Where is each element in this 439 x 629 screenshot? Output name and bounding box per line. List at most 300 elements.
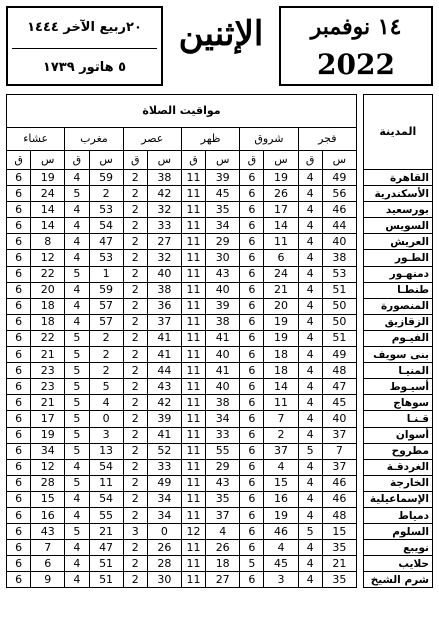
- minute-cell: 7: [322, 443, 356, 459]
- hour-cell: 6: [240, 524, 264, 540]
- hour-cell: 6: [7, 556, 31, 572]
- table-row: [7, 186, 433, 202]
- coptic-date: ٥ هاتور ١٧٣٩: [42, 60, 127, 75]
- table-title-row: [7, 95, 433, 128]
- table-row: [7, 411, 433, 427]
- hour-cell: 5: [298, 443, 322, 459]
- gap-cell: [357, 395, 364, 411]
- hour-cell: 6: [240, 202, 264, 218]
- hour-cell: 4: [298, 218, 322, 234]
- prayer-header: شروق: [240, 128, 298, 151]
- hour-cell: 5: [240, 556, 264, 572]
- minute-cell: 45: [322, 395, 356, 411]
- minute-cell: 37: [147, 314, 181, 330]
- hour-cell: 4: [298, 459, 322, 475]
- minute-cell: 30: [147, 572, 181, 588]
- unit-hours: س: [31, 151, 65, 170]
- city-name: أسيـوط: [363, 379, 432, 395]
- hour-cell: 5: [65, 379, 89, 395]
- minute-cell: 54: [89, 459, 123, 475]
- hour-cell: 4: [298, 395, 322, 411]
- hour-cell: 6: [7, 363, 31, 379]
- minute-cell: 17: [264, 202, 298, 218]
- minute-cell: 3: [89, 427, 123, 443]
- gap-cell: [357, 411, 364, 427]
- hour-cell: 5: [65, 186, 89, 202]
- gap-cell: [357, 234, 364, 250]
- minute-cell: 16: [31, 507, 65, 523]
- hour-cell: 5: [65, 443, 89, 459]
- minute-cell: 39: [147, 411, 181, 427]
- unit-hours: س: [89, 151, 123, 170]
- minute-cell: 9: [31, 572, 65, 588]
- hour-cell: 11: [181, 170, 205, 186]
- unit-hours: س: [206, 151, 240, 170]
- hour-cell: 4: [298, 363, 322, 379]
- hour-cell: 6: [7, 411, 31, 427]
- hour-cell: 11: [181, 250, 205, 266]
- prayer-header: عصر: [123, 128, 181, 151]
- city-name: الفيـوم: [363, 330, 432, 346]
- minute-cell: 47: [89, 234, 123, 250]
- city-name: بورسعيد: [363, 202, 432, 218]
- minute-cell: 40: [206, 347, 240, 363]
- gap-cell: [357, 363, 364, 379]
- minute-cell: 47: [322, 379, 356, 395]
- hour-cell: 6: [7, 475, 31, 491]
- hour-cell: 2: [123, 250, 147, 266]
- table-row: [7, 491, 433, 507]
- minute-cell: 2: [89, 363, 123, 379]
- minute-cell: 28: [31, 475, 65, 491]
- minute-cell: 41: [147, 347, 181, 363]
- city-name: القاهرة: [363, 170, 432, 186]
- hour-cell: 4: [298, 379, 322, 395]
- minute-cell: 27: [147, 234, 181, 250]
- minute-cell: 54: [89, 218, 123, 234]
- city-name: دمياط: [363, 507, 432, 523]
- prayer-header: ظهر: [181, 128, 239, 151]
- unit-hours: س: [147, 151, 181, 170]
- hour-cell: 2: [123, 298, 147, 314]
- city-name: العريش: [363, 234, 432, 250]
- hour-cell: 5: [65, 347, 89, 363]
- hour-cell: 2: [123, 186, 147, 202]
- minute-cell: 11: [264, 395, 298, 411]
- hour-cell: 4: [65, 572, 89, 588]
- table-row: [7, 540, 433, 556]
- minute-cell: 11: [89, 475, 123, 491]
- hour-cell: 6: [7, 347, 31, 363]
- minute-cell: 4: [89, 395, 123, 411]
- minute-cell: 40: [147, 266, 181, 282]
- table-row: [7, 266, 433, 282]
- hour-cell: 4: [298, 202, 322, 218]
- gap-cell: [357, 218, 364, 234]
- minute-cell: 49: [322, 347, 356, 363]
- hour-cell: 6: [7, 202, 31, 218]
- minute-cell: 38: [206, 395, 240, 411]
- minute-cell: 54: [89, 491, 123, 507]
- city-name: نويبع: [363, 540, 432, 556]
- minute-cell: 14: [264, 379, 298, 395]
- hour-cell: 4: [65, 170, 89, 186]
- city-name: المنصورة: [363, 298, 432, 314]
- hour-cell: 11: [181, 411, 205, 427]
- minute-cell: 42: [147, 186, 181, 202]
- city-name: حلايب: [363, 556, 432, 572]
- hour-cell: 11: [181, 234, 205, 250]
- minute-cell: 39: [206, 298, 240, 314]
- minute-cell: 12: [31, 459, 65, 475]
- hour-cell: 6: [240, 427, 264, 443]
- city-name: الإسماعيلية: [363, 491, 432, 507]
- hour-cell: 2: [123, 443, 147, 459]
- gap-cell: [357, 170, 364, 186]
- hour-cell: 11: [181, 202, 205, 218]
- table-row: [7, 314, 433, 330]
- hour-cell: 5: [65, 475, 89, 491]
- hour-cell: 11: [181, 186, 205, 202]
- gap-cell: [357, 572, 364, 588]
- hour-cell: 4: [65, 218, 89, 234]
- city-column-header: المدينة: [363, 95, 432, 170]
- minute-cell: 34: [31, 443, 65, 459]
- minute-cell: 48: [322, 363, 356, 379]
- minute-cell: 57: [89, 298, 123, 314]
- minute-cell: 44: [322, 218, 356, 234]
- city-name: الغردقـة: [363, 459, 432, 475]
- minute-cell: 46: [264, 524, 298, 540]
- unit-minutes: ق: [7, 151, 31, 170]
- city-name: قـنـا: [363, 411, 432, 427]
- minute-cell: 23: [31, 379, 65, 395]
- hour-cell: 11: [181, 330, 205, 346]
- hour-cell: 4: [298, 266, 322, 282]
- hour-cell: 6: [7, 395, 31, 411]
- minute-cell: 32: [147, 202, 181, 218]
- minute-cell: 29: [206, 234, 240, 250]
- hour-cell: 4: [298, 491, 322, 507]
- hour-cell: 6: [7, 572, 31, 588]
- minute-cell: 47: [89, 540, 123, 556]
- hour-cell: 2: [123, 363, 147, 379]
- minute-cell: 51: [322, 330, 356, 346]
- minute-cell: 15: [322, 524, 356, 540]
- hour-cell: 4: [298, 427, 322, 443]
- table-row: [7, 507, 433, 523]
- city-name: الأسكندرية: [363, 186, 432, 202]
- minute-cell: 19: [264, 170, 298, 186]
- minute-cell: 37: [206, 507, 240, 523]
- unit-minutes: ق: [65, 151, 89, 170]
- hour-cell: 6: [7, 507, 31, 523]
- minute-cell: 36: [147, 298, 181, 314]
- gap-cell: [357, 459, 364, 475]
- minute-cell: 18: [264, 347, 298, 363]
- hour-cell: 11: [181, 395, 205, 411]
- minute-cell: 33: [147, 218, 181, 234]
- minute-cell: 28: [147, 556, 181, 572]
- hour-cell: 6: [240, 363, 264, 379]
- minute-cell: 27: [206, 572, 240, 588]
- minute-cell: 49: [147, 475, 181, 491]
- hour-cell: 6: [240, 234, 264, 250]
- minute-cell: 53: [89, 202, 123, 218]
- hour-cell: 11: [181, 491, 205, 507]
- hour-cell: 4: [65, 491, 89, 507]
- hour-cell: 4: [298, 347, 322, 363]
- hour-cell: 4: [65, 459, 89, 475]
- minute-cell: 45: [264, 556, 298, 572]
- hour-cell: 6: [240, 507, 264, 523]
- table-title: مواقيت الصلاة: [7, 95, 357, 128]
- table-row: [7, 475, 433, 491]
- hour-cell: 5: [65, 427, 89, 443]
- city-name: الطـور: [363, 250, 432, 266]
- hour-cell: 6: [240, 572, 264, 588]
- minute-cell: 19: [264, 507, 298, 523]
- minute-cell: 8: [31, 234, 65, 250]
- minute-cell: 14: [264, 218, 298, 234]
- minute-cell: 21: [89, 524, 123, 540]
- hour-cell: 2: [123, 234, 147, 250]
- hour-cell: 4: [298, 411, 322, 427]
- minute-cell: 2: [89, 330, 123, 346]
- minute-cell: 19: [31, 427, 65, 443]
- day-name: الإثنين: [178, 14, 264, 54]
- hour-cell: 6: [240, 218, 264, 234]
- hour-cell: 4: [65, 540, 89, 556]
- table-row: [7, 379, 433, 395]
- table-row: [7, 443, 433, 459]
- minute-cell: 38: [147, 170, 181, 186]
- minute-cell: 40: [206, 379, 240, 395]
- hour-cell: 2: [123, 218, 147, 234]
- minute-cell: 21: [31, 347, 65, 363]
- table-row: [7, 330, 433, 346]
- minute-cell: 23: [31, 363, 65, 379]
- minute-cell: 17: [31, 411, 65, 427]
- gap-cell: [357, 250, 364, 266]
- hour-cell: 4: [298, 298, 322, 314]
- gregorian-day-month: ١٤ نوفمبر: [310, 14, 402, 40]
- hour-cell: 6: [7, 459, 31, 475]
- hour-cell: 6: [7, 540, 31, 556]
- hour-cell: 6: [7, 170, 31, 186]
- minute-cell: 19: [264, 330, 298, 346]
- prayer-header: عشاء: [7, 128, 65, 151]
- hour-cell: 6: [240, 443, 264, 459]
- minute-cell: 59: [89, 170, 123, 186]
- hour-cell: 6: [240, 186, 264, 202]
- hour-cell: 5: [298, 524, 322, 540]
- minute-cell: 24: [264, 266, 298, 282]
- minute-cell: 33: [147, 459, 181, 475]
- minute-cell: 2: [89, 347, 123, 363]
- minute-cell: 35: [322, 540, 356, 556]
- hour-cell: 6: [240, 314, 264, 330]
- hour-cell: 11: [181, 540, 205, 556]
- hour-cell: 11: [181, 507, 205, 523]
- minute-cell: 38: [206, 314, 240, 330]
- minute-cell: 14: [31, 202, 65, 218]
- gap-cell: [357, 475, 364, 491]
- hour-cell: 6: [240, 250, 264, 266]
- hour-cell: 2: [123, 540, 147, 556]
- minute-cell: 50: [322, 298, 356, 314]
- minute-cell: 6: [31, 556, 65, 572]
- table-row: [7, 298, 433, 314]
- hour-cell: 2: [123, 282, 147, 298]
- hour-cell: 6: [240, 282, 264, 298]
- minute-cell: 44: [147, 363, 181, 379]
- city-name: أسوان: [363, 427, 432, 443]
- gap-cell: [357, 427, 364, 443]
- minute-cell: 37: [322, 459, 356, 475]
- minute-cell: 37: [264, 443, 298, 459]
- table-row: [7, 572, 433, 588]
- hour-cell: 2: [123, 395, 147, 411]
- minute-cell: 2: [89, 186, 123, 202]
- hour-cell: 5: [65, 330, 89, 346]
- minute-cell: 20: [264, 298, 298, 314]
- city-name: الزقازيق: [363, 314, 432, 330]
- minute-cell: 35: [322, 572, 356, 588]
- hour-cell: 11: [181, 282, 205, 298]
- hour-cell: 11: [181, 475, 205, 491]
- hour-cell: 4: [298, 507, 322, 523]
- hour-cell: 6: [240, 379, 264, 395]
- minute-cell: 5: [89, 379, 123, 395]
- prayer-times-table: [6, 94, 433, 588]
- hour-cell: 4: [298, 250, 322, 266]
- hour-cell: 2: [123, 330, 147, 346]
- gap-cell: [357, 314, 364, 330]
- hour-cell: 6: [7, 524, 31, 540]
- minute-cell: 30: [206, 250, 240, 266]
- minute-cell: 4: [264, 540, 298, 556]
- hour-cell: 6: [7, 427, 31, 443]
- minute-cell: 43: [206, 266, 240, 282]
- hour-cell: 11: [181, 266, 205, 282]
- hour-cell: 6: [240, 540, 264, 556]
- hour-cell: 4: [65, 298, 89, 314]
- minute-cell: 35: [206, 491, 240, 507]
- hour-cell: 6: [7, 186, 31, 202]
- hour-cell: 6: [7, 266, 31, 282]
- hour-cell: 6: [240, 459, 264, 475]
- minute-cell: 53: [322, 266, 356, 282]
- hour-cell: 6: [240, 330, 264, 346]
- minute-cell: 18: [264, 363, 298, 379]
- hour-cell: 4: [298, 572, 322, 588]
- hour-cell: 4: [298, 540, 322, 556]
- city-name: السويس: [363, 218, 432, 234]
- city-name: دمنهـور: [363, 266, 432, 282]
- minute-cell: 48: [322, 507, 356, 523]
- hour-cell: 11: [181, 298, 205, 314]
- hour-cell: 6: [7, 443, 31, 459]
- minute-cell: 43: [31, 524, 65, 540]
- hour-cell: 5: [65, 266, 89, 282]
- minute-cell: 45: [206, 186, 240, 202]
- minute-cell: 22: [31, 330, 65, 346]
- hour-cell: 2: [123, 475, 147, 491]
- hour-cell: 11: [181, 379, 205, 395]
- minute-cell: 1: [89, 266, 123, 282]
- hour-cell: 4: [65, 234, 89, 250]
- date-divider: [12, 48, 157, 49]
- table-row: [7, 347, 433, 363]
- minute-cell: 29: [206, 459, 240, 475]
- gregorian-date-box: [279, 6, 433, 86]
- hour-cell: 4: [298, 282, 322, 298]
- minute-cell: 21: [322, 556, 356, 572]
- gap-cell: [357, 379, 364, 395]
- minute-cell: 46: [322, 475, 356, 491]
- minute-cell: 34: [206, 218, 240, 234]
- minute-cell: 52: [147, 443, 181, 459]
- city-name: سوهاج: [363, 395, 432, 411]
- hour-cell: 5: [65, 363, 89, 379]
- hour-cell: 6: [7, 218, 31, 234]
- minute-cell: 51: [322, 282, 356, 298]
- table-row: [7, 234, 433, 250]
- minute-cell: 33: [206, 427, 240, 443]
- hour-cell: 4: [298, 314, 322, 330]
- minute-cell: 34: [147, 507, 181, 523]
- minute-cell: 0: [89, 411, 123, 427]
- unit-hours: س: [322, 151, 356, 170]
- minute-cell: 24: [31, 186, 65, 202]
- minute-cell: 21: [264, 282, 298, 298]
- hijri-date: ٢٠ربيع الآخر ١٤٤٤: [27, 20, 142, 35]
- hour-cell: 4: [65, 314, 89, 330]
- hour-cell: 11: [181, 572, 205, 588]
- hour-cell: 6: [240, 298, 264, 314]
- minute-cell: 41: [147, 427, 181, 443]
- hour-cell: 11: [181, 314, 205, 330]
- city-name: مطروح: [363, 443, 432, 459]
- gap-cell: [357, 443, 364, 459]
- hour-cell: 6: [240, 266, 264, 282]
- hour-cell: 2: [123, 411, 147, 427]
- hour-cell: 6: [7, 379, 31, 395]
- minute-cell: 7: [264, 411, 298, 427]
- minute-cell: 46: [322, 202, 356, 218]
- gap-cell: [357, 202, 364, 218]
- minute-cell: 0: [147, 524, 181, 540]
- hour-cell: 6: [7, 234, 31, 250]
- hour-cell: 2: [123, 202, 147, 218]
- hour-cell: 2: [123, 507, 147, 523]
- minute-cell: 19: [31, 170, 65, 186]
- minute-cell: 3: [264, 572, 298, 588]
- minute-cell: 14: [31, 218, 65, 234]
- hour-cell: 11: [181, 556, 205, 572]
- gap-cell: [357, 524, 364, 540]
- table-row: [7, 395, 433, 411]
- hour-cell: 2: [123, 347, 147, 363]
- table-row: [7, 363, 433, 379]
- minute-cell: 37: [322, 427, 356, 443]
- table-row: [7, 524, 433, 540]
- hour-cell: 4: [298, 170, 322, 186]
- minute-cell: 42: [147, 395, 181, 411]
- minute-cell: 39: [206, 170, 240, 186]
- unit-minutes: ق: [298, 151, 322, 170]
